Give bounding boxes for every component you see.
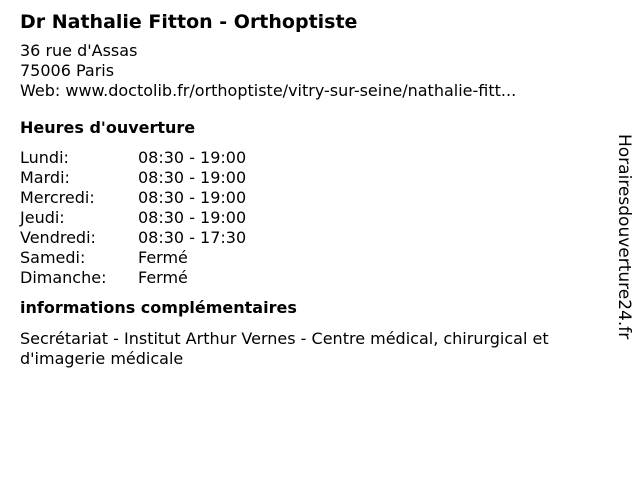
day-label: Mercredi: (20, 188, 95, 207)
website-link[interactable]: Web: www.doctolib.fr/orthoptiste/vitry-sur-seine/nathalie-fitt... (20, 81, 517, 100)
info-text: Secrétariat - Institut Arthur Vernes - Centre médical, chirurgical et d'imagerie médicale (20, 329, 549, 368)
hours-value: Fermé (138, 268, 188, 287)
day-label: Lundi: (20, 148, 69, 167)
address-city: 75006 Paris (20, 61, 115, 80)
hours-row (20, 188, 610, 208)
day-label: Vendredi: (20, 228, 96, 247)
hours-value: 08:30 - 19:00 (138, 208, 247, 227)
hours-row (20, 168, 610, 188)
day-label: Mardi: (20, 168, 70, 187)
hours-row (20, 248, 610, 268)
listing-card (20, 8, 610, 369)
hours-value: 08:30 - 19:00 (138, 188, 247, 207)
hours-row (20, 208, 610, 228)
day-label: Dimanche: (20, 268, 107, 287)
page-title: Dr Nathalie Fitton - Orthoptiste (20, 11, 358, 33)
hours-row (20, 228, 610, 248)
day-label: Jeudi: (20, 208, 65, 227)
hours-heading: Heures d'ouverture (20, 118, 196, 137)
address-street: 36 rue d'Assas (20, 41, 138, 60)
opening-hours-table (20, 148, 610, 288)
day-label: Samedi: (20, 248, 86, 267)
hours-row (20, 268, 610, 288)
address-block (20, 41, 610, 101)
hours-row (20, 148, 610, 168)
info-heading: informations complémentaires (20, 298, 297, 317)
hours-value: Fermé (138, 248, 188, 267)
hours-value: 08:30 - 19:00 (138, 148, 247, 167)
hours-value: 08:30 - 17:30 (138, 228, 247, 247)
site-brand-vertical: Horairesdouverture24.fr (614, 134, 634, 340)
hours-value: 08:30 - 19:00 (138, 168, 247, 187)
